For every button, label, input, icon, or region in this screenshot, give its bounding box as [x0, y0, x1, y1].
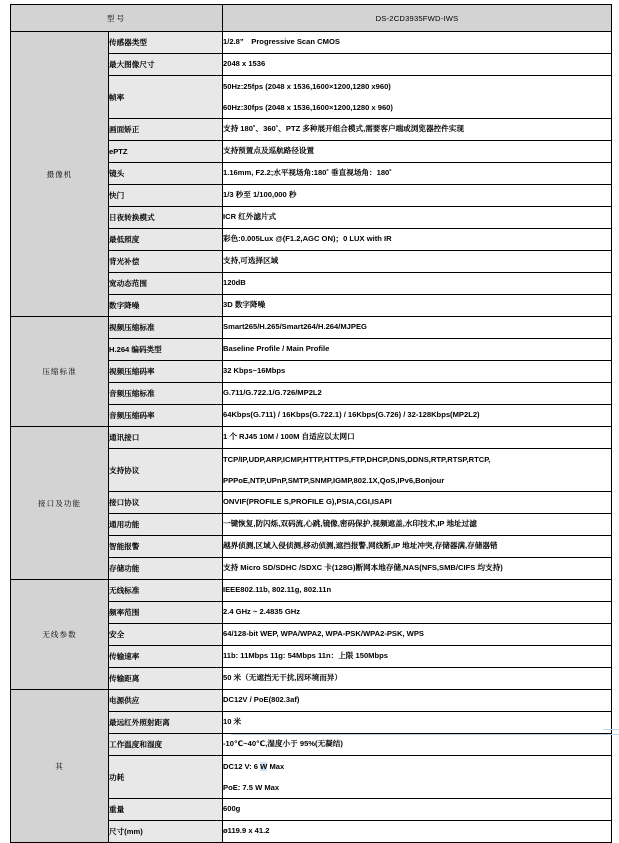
parameter-label-cell: 无线标准 — [109, 580, 223, 602]
table-row — [11, 690, 612, 712]
parameter-value-cell — [223, 558, 612, 580]
parameter-value-cell — [223, 32, 612, 54]
parameter-value-line: G.711/G.722.1/G.726/MP2L2 — [223, 388, 322, 398]
parameter-label-cell: 视频压缩标准 — [109, 317, 223, 339]
parameter-value-line: 600g — [223, 804, 241, 814]
table-row — [11, 580, 612, 602]
parameter-value-cell — [223, 821, 612, 843]
parameter-value-line: 1/3 秒至 1/100,000 秒 — [223, 190, 297, 200]
parameter-value-line: ONVIF(PROFILE S,PROFILE G),PSIA,CGI,ISAPI — [223, 497, 392, 507]
parameter-value-cell — [223, 383, 612, 405]
parameter-label-cell: 帧率 — [109, 76, 223, 119]
parameter-label-cell: 背光补偿 — [109, 251, 223, 273]
parameter-label-cell: 智能报警 — [109, 536, 223, 558]
parameter-label-cell: 数字降噪 — [109, 295, 223, 317]
parameter-value-line: 64/128-bit WEP, WPA/WPA2, WPA-PSK/WPA2-PSK, WPS — [223, 629, 424, 639]
parameter-value-line: 支持预置点及巡航路径设置 — [223, 146, 315, 156]
parameter-value-cell — [223, 756, 612, 799]
parameter-label-cell: 尺寸(mm) — [109, 821, 223, 843]
parameter-value-cell — [223, 492, 612, 514]
parameter-label-cell: 功耗 — [109, 756, 223, 799]
parameter-label-cell: 通讯接口 — [109, 427, 223, 449]
parameter-label-cell: 传感器类型 — [109, 32, 223, 54]
parameter-value-cell — [223, 712, 612, 734]
parameter-value-line: 11b: 11Mbps 11g: 54Mbps 11n：上限 150Mbps — [223, 651, 389, 661]
parameter-value-line: 1.16mm, F2.2;水平视场角:180˚ 垂直视场角：180˚ — [223, 168, 392, 178]
parameter-value-cell — [223, 734, 612, 756]
parameter-value-cell — [223, 119, 612, 141]
parameter-label-cell: 存储功能 — [109, 558, 223, 580]
parameter-label-cell: 接口协议 — [109, 492, 223, 514]
parameter-label-cell: 宽动态范围 — [109, 273, 223, 295]
parameter-value-line: IEEE802.11b, 802.11g, 802.11n — [223, 585, 332, 595]
parameter-label-cell: 最大图像尺寸 — [109, 54, 223, 76]
parameter-value-line: 1 个 RJ45 10M / 100M 自适应以太网口 — [223, 432, 355, 442]
parameter-value-cell — [223, 405, 612, 427]
table-body — [11, 5, 612, 843]
parameter-value-cell — [223, 54, 612, 76]
parameter-value-line: -10℃~40℃,湿度小于 95%(无凝结) — [223, 739, 343, 749]
parameter-label-cell: 重量 — [109, 799, 223, 821]
parameter-value-line: 10 米 — [223, 717, 242, 727]
parameter-label-cell: H.264 编码类型 — [109, 339, 223, 361]
parameter-value-line: TCP/IP,UDP,ARP,ICMP,HTTP,HTTPS,FTP,DHCP,DNS,DDNS,RTP,RTSP,RTCP, — [223, 455, 491, 464]
parameter-value-line: 60Hz:30fps (2048 x 1536,1600×1200,1280 x 960) — [223, 103, 393, 112]
parameter-value-line: 50Hz:25fps (2048 x 1536,1600×1200,1280 x960) — [223, 82, 391, 91]
specification-table — [10, 4, 612, 843]
parameter-label-cell: 电源供应 — [109, 690, 223, 712]
parameter-label-cell: 快门 — [109, 185, 223, 207]
category-cell: 摄像机 — [11, 32, 109, 317]
category-cell: 压缩标准 — [11, 317, 109, 427]
parameter-label-cell: 支持协议 — [109, 449, 223, 492]
table-row — [11, 32, 612, 54]
parameter-value-cell — [223, 646, 612, 668]
parameter-value-line: 50 米（无遮挡无干扰,因环境而异） — [223, 673, 342, 683]
parameter-label-cell: 音频压缩码率 — [109, 405, 223, 427]
parameter-value-cell — [223, 799, 612, 821]
parameter-value-cell — [223, 536, 612, 558]
header-row — [11, 5, 612, 32]
parameter-value-line: ø119.9 x 41.2 — [223, 826, 270, 836]
parameter-value-line: ICR 红外滤片式 — [223, 212, 277, 222]
parameter-label-cell: 传输速率 — [109, 646, 223, 668]
parameter-label-cell: 安全 — [109, 624, 223, 646]
parameter-label-cell: ePTZ — [109, 141, 223, 163]
parameter-label-cell: 最远红外照射距离 — [109, 712, 223, 734]
parameter-value-line: 1/2.8” Progressive Scan CMOS — [223, 37, 340, 47]
table-row — [11, 317, 612, 339]
category-cell: 接口及功能 — [11, 427, 109, 580]
parameter-value-line: 支持 180˚、360˚、PTZ 多种展开组合模式,需要客户端或浏览器控件实现 — [223, 124, 464, 134]
parameter-value-cell — [223, 141, 612, 163]
parameter-label-cell: 日夜转换模式 — [109, 207, 223, 229]
parameter-label-cell: 最低照度 — [109, 229, 223, 251]
parameter-value-line: 一键恢复,防闪烁,双码流,心跳,镜像,密码保护,视频遮盖,水印技术,IP 地址过滤 — [223, 519, 477, 529]
parameter-value-cell — [223, 580, 612, 602]
parameter-value-cell — [223, 207, 612, 229]
parameter-value-cell — [223, 449, 612, 492]
parameter-value-cell — [223, 229, 612, 251]
parameter-value-cell — [223, 624, 612, 646]
parameter-value-cell — [223, 339, 612, 361]
parameter-value-line: PoE: 7.5 W Max — [223, 783, 280, 792]
parameter-value-line: 64Kbps(G.711) / 16Kbps(G.722.1) / 16Kbps(G.726) / 32-128Kbps(MP2L2) — [223, 410, 480, 420]
parameter-value-line: Baseline Profile / Main Profile — [223, 344, 330, 354]
parameter-label-cell: 镜头 — [109, 163, 223, 185]
parameter-value-cell — [223, 295, 612, 317]
text-selection-highlight[interactable]: W — [260, 762, 268, 771]
parameter-value-cell — [223, 273, 612, 295]
parameter-value-line: 支持 Micro SD/SDHC /SDXC 卡(128G)断网本地存储,NAS(NFS,SMB/CIFS 均支持) — [223, 563, 503, 573]
parameter-value-cell — [223, 602, 612, 624]
parameter-value-line: 支持,可选择区域 — [223, 256, 279, 266]
parameter-value-cell — [223, 163, 612, 185]
parameter-value-line: PPPoE,NTP,UPnP,SMTP,SNMP,IGMP,802.1X,QoS,IPv6,Bonjour — [223, 476, 445, 485]
parameter-value-line: 3D 数字降噪 — [223, 300, 266, 310]
parameter-label-cell: 工作温度和湿度 — [109, 734, 223, 756]
parameter-value-cell — [223, 317, 612, 339]
parameter-value-line: 120dB — [223, 278, 246, 288]
parameter-label-cell: 画面矫正 — [109, 119, 223, 141]
category-cell: 无线参数 — [11, 580, 109, 690]
table-row — [11, 427, 612, 449]
parameter-value-line: DC12 V: 6 W Max — [223, 762, 285, 771]
parameter-label-cell: 通用功能 — [109, 514, 223, 536]
parameter-value-cell — [223, 251, 612, 273]
category-cell: 其 — [11, 690, 109, 843]
parameter-value-line: DC12V / PoE(802.3af) — [223, 695, 300, 705]
parameter-value-cell — [223, 185, 612, 207]
parameter-value-line: Smart265/H.265/Smart264/H.264/MJPEG — [223, 322, 367, 332]
parameter-value-cell — [223, 427, 612, 449]
parameter-value-cell — [223, 76, 612, 119]
parameter-label-cell: 音频压缩标准 — [109, 383, 223, 405]
parameter-value-line: 越界侦测,区域入侵侦测,移动侦测,遮挡报警,网线断,IP 地址冲突,存储器满,存储器错 — [223, 541, 498, 551]
parameter-label-cell: 视频压缩码率 — [109, 361, 223, 383]
model-label-cell: 型号 — [11, 5, 223, 32]
parameter-value-cell — [223, 361, 612, 383]
parameter-value-line: 2.4 GHz ~ 2.4835 GHz — [223, 607, 301, 617]
parameter-label-cell: 频率范围 — [109, 602, 223, 624]
parameter-value-cell — [223, 514, 612, 536]
parameter-value-line: 2048 x 1536 — [223, 59, 266, 69]
parameter-value-line: 32 Kbps~16Mbps — [223, 366, 286, 376]
model-value-cell: DS-2CD3935FWD-IWS — [223, 5, 612, 32]
parameter-value-line: 彩色:0.005Lux @(F1.2,AGC ON)；0 LUX with IR — [223, 234, 392, 244]
parameter-label-cell: 传输距离 — [109, 668, 223, 690]
parameter-value-cell — [223, 668, 612, 690]
parameter-value-cell — [223, 690, 612, 712]
